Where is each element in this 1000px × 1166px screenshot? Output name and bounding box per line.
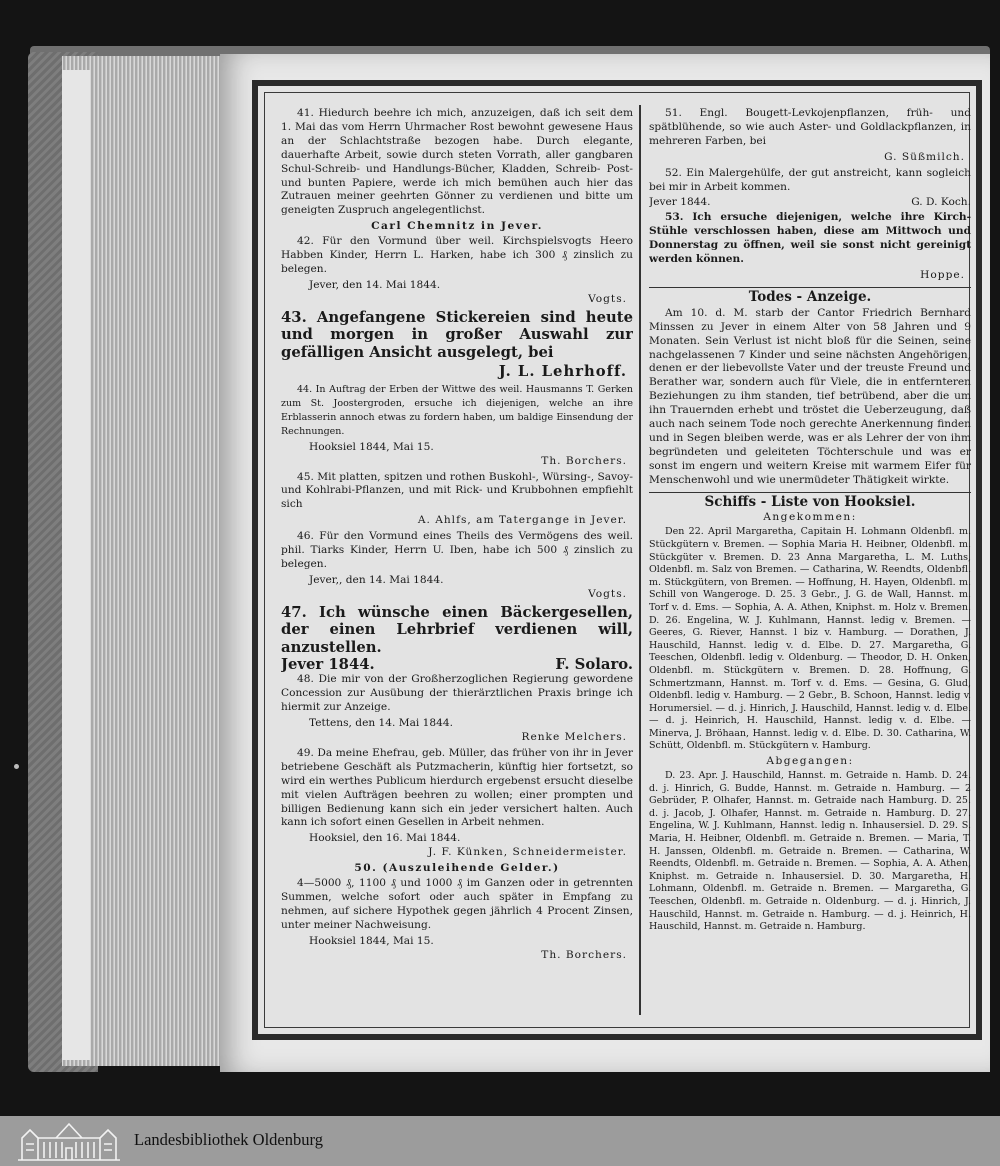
ad-47-footer bbox=[281, 658, 633, 672]
signature-49: J. F. Künken, Schneidermeister. bbox=[428, 846, 627, 859]
frame-inner-border bbox=[264, 92, 970, 1028]
ad-49: 49. Da meine Ehefrau, geb. Müller, das früher von ihr in Jever betriebene Geschäft als Putzmacherin, künftig hier fortsetzt, so wird ein werthes Publicum hierdurch ergebenst ersucht dieselbe mit vielen Aufträgen beehren zu wollen; einer prompten und billigen Bedienung kann sich ein jeder versichert halten. Auch kann ich sofort einen Gesellen in Arbeit nehmen. bbox=[281, 746, 633, 829]
signature-46: Vogts. bbox=[588, 587, 627, 600]
column-divider bbox=[639, 105, 641, 1015]
page-stack-edge bbox=[62, 70, 90, 1060]
schiffs-heading: Schiffs - Liste von Hooksiel. bbox=[704, 493, 916, 510]
ad-52-footer bbox=[649, 196, 971, 210]
date-44: Hooksiel 1844, Mai 15. bbox=[309, 440, 434, 453]
date-52: Jever 1844. bbox=[649, 196, 711, 209]
newspaper-frame bbox=[252, 80, 982, 1040]
date-50: Hooksiel 1844, Mai 15. bbox=[309, 934, 434, 947]
signature-43: J. L. Lehrhoff. bbox=[498, 363, 627, 381]
abgegangen-list: D. 23. Apr. J. Hauschild, Hannst. m. Getraide n. Hamb. D. 24. d. j. Hinrich, G. Budde, Hannst. m. Getraide n. Hamburg. — 2 Gebrüder, P. Olhafer, Hannst. m. Getraide nach Hamburg. D. 25. d. j. Jacob, J. Olhafer, Hannst. m. Getraide n. Hamburg. D. 27. Engelina, W. J. Kuhlmann, Hannst. ledig n. Inhausersiel. D. 29. S. Maria, H. Heibner, Oldenbfl. m. Getraide n. Bremen. — Maria, T. H. Janssen, Oldenbfl. m. Getraide n. Bremen. — Catharina, W. Reendts, Oldenbfl. m. Getraide n. Bremen. — Sophia, A. A. Athen, Kniphst. m. Getraide n. Inhausersiel. D. 30. Margaretha, H. Lohmann, Oldenbfl. m. Getraide n. Bremen. — Margaretha, G. Teeschen, Oldenbfl. m. Getraide n. Oldenburg. — d. j. Hinrich, J. Hauschild, Hannst. m. Getraide n. Hamburg. — d. j. Heinrich, H. Hauschild, Hannst. m. Getraide n. Hamburg. bbox=[649, 769, 971, 933]
signature-45: A. Ahlfs, am Tatergange in Jever. bbox=[417, 514, 627, 527]
signature-48: Renke Melchers. bbox=[521, 730, 627, 743]
ad-50: 4—5000 ₰, 1100 ₰ und 1000 ₰ im Ganzen oder in getrennten Summen, welche sofort oder auch später in Empfang zu nehmen, auf sichere Hypothek gegen jährlich 4 Procent Zinsen, unter meiner Nachweisung. bbox=[281, 877, 633, 931]
ad-43: 43. Angefangene Stickereien sind heute und morgen in großer Auswahl zur gefälligen Ansicht ausgelegt, bei bbox=[281, 308, 633, 361]
signature-51: G. Süßmilch. bbox=[884, 150, 965, 163]
ad-41: 41. Hiedurch beehre ich mich, anzuzeigen, daß ich seit dem 1. Mai das vom Herrn Uhrmacher Rost bewohnt gewesene Haus an der Schlachtstraße bezogen habe. Durch elegante, dauerhafte Arbeit, sowie durch steten Vorrath, aller gangbaren Schul-Schreib- und Handlungs-Bücher, Kladden, Schreib- Post- und bunten Papiere, werde ich mich bemühen auch hier das Zutrauen meiner geehrten Gönner zu verdienen und bitte um geneigten Zuspruch angelegentlichst. bbox=[281, 107, 633, 217]
todes-heading: Todes - Anzeige. bbox=[748, 288, 872, 305]
ad-46: 46. Für den Vormund eines Theils des Vermögens des weil. phil. Tiarks Kinder, Herrn U. Iben, habe ich 500 ₰ zinslich zu belegen. bbox=[281, 530, 633, 570]
library-name: Landesbibliothek Oldenburg bbox=[134, 1130, 323, 1149]
signature-44: Th. Borchers. bbox=[541, 454, 627, 467]
scan-dust bbox=[14, 764, 19, 769]
right-column bbox=[649, 107, 971, 1013]
abgegangen-heading: Abgegangen: bbox=[766, 755, 854, 768]
angekommen-heading: Angekommen: bbox=[763, 511, 857, 524]
ad-44: 44. In Auftrag der Erben der Wittwe des weil. Hausmanns T. Gerken zum St. Joostergroden, ersuche ich diejenigen, welche an ihre Erblasserin annoch etwas zu fordern haben, um baldige Einsendung der Rechnungen. bbox=[281, 384, 633, 437]
date-49: Hooksiel, den 16. Mai 1844. bbox=[309, 832, 461, 845]
signature-50: Th. Borchers. bbox=[541, 948, 627, 961]
todes-text: Am 10. d. M. starb der Cantor Friedrich Bernhard Minssen zu Jever in einem Alter von 58 Jahren und 9 Monaten. Sein Verlust ist nicht bloß für die Seinen, seine nachgelassenen 7 Kinder und seine nächsten Angehörigen, denen er der liebevollste Vater und der treuste Freund und Berather war, sondern auch für Viele, die in entfernteren Beziehungen zu ihm standen, tief betrübend, aber die um ihn Trauernden erhebt und tröstet die Ueberzeugung, daß auch nach seinem Tode noch gerechte Anerkennung finden und in Segen bleiben werde, was er als Lehrer der von ihm begründeten und geleiteten Töchterschule und was er sonst im engern und weitern Kreise mit warmem Eifer für Menschenwohl und wie unermüdeter Thätigkeit wirkte. bbox=[649, 306, 971, 486]
place-47: Jever 1844. bbox=[281, 656, 375, 674]
heading-50: 50. (Auszuleihende Gelder.) bbox=[354, 862, 560, 875]
date-46: Jever,, den 14. Mai 1844. bbox=[309, 573, 444, 586]
ad-45: 45. Mit platten, spitzen und rothen Buskohl-, Würsing-, Savoy- und Kohlrabi-Pflanzen, und mit Rick- und Krubbohnen empfiehlt sich bbox=[281, 470, 633, 511]
left-column bbox=[281, 107, 633, 1013]
signature-42: Vogts. bbox=[588, 292, 627, 305]
ad-48: 48. Die mir von der Großherzoglichen Regierung gewordene Concession zur Ausübung der thierärztlichen Praxis bringe ich hiermit zur Anzeige. bbox=[281, 673, 633, 714]
ad-52: 52. Ein Malergehülfe, der gut anstreicht, kann sogleich bei mir in Arbeit kommen. bbox=[649, 166, 971, 193]
ad-47: 47. Ich wünsche einen Bäckergesellen, der einen Lehrbrief verdienen will, anzustellen. bbox=[281, 603, 633, 656]
library-building-icon bbox=[16, 1120, 122, 1162]
signature-52: G. D. Koch. bbox=[911, 196, 971, 209]
signature-47: F. Solaro. bbox=[555, 656, 633, 674]
signature-53: Hoppe. bbox=[920, 268, 965, 281]
date-48: Tettens, den 14. Mai 1844. bbox=[309, 717, 453, 730]
angekommen-list: Den 22. April Margaretha, Capitain H. Lohmann Oldenbfl. m. Stückgütern v. Bremen. — Sophia Maria H. Heibner, Oldenbfl. m. Stückgüter v. Bremen. D. 23 Anna Margaretha, L. M. Luths, Oldenbfl. m. Salz von Bremen. — Catharina, W. Reendts, Oldenbfl. m. Stückgütern, von Bremen. — Hoffnung, H. Hayen, Oldenbfl. m. Schill von Wangeroge. D. 25. 3 Gebr., J. G. de Wall, Hannst. m. Torf v. d. Ems. — Sophia, A. A. Athen, Kniphst. m. Holz v. Bremen. D. 26. Engelina, W. J. Kuhlmann, Hannst. ledig v. Bremen. — Geeres, G. Riever, Hannst. l biz v. Hamburg. — Dorathen, J. Hauschild, Hannst. ledig v. d. Elbe. D. 27. Margaretha, G. Teeschen, Oldenbfl. ledig v. Oldenburg. — Theodor, D. H. Onken, Oldenbfl. m. Stückgütern v. Bremen. D. 28. Hoffnung, G. Schmertzmann, Hannst. m. Torf v. d. Ems. — Gesina, G. Glud, Oldenbfl. ledig v. Hamburg. — 2 Gebr., B. Schoon, Hannst. ledig v. Horumersiel. — d. j. Hinrich, J. Hauschild, Hannst. ledig v. d. Elbe. — d. j. Heinrich, H. Hauschild, Hannst. ledig v. d. Elbe. — Minerva, J. Bröhaan, Hannst. ledig v. d. Elbe. D. 30. Catharina, W. Schütt, Oldenbfl. m. Stückgütern v. Hamburg. bbox=[649, 526, 971, 752]
ad-42: 42. Für den Vormund über weil. Kirchspielsvogts Heero Habben Kinder, Herrn L. Harken, habe ich 300 ₰ zinslich zu belegen. bbox=[281, 235, 633, 275]
footer-bar bbox=[0, 1116, 1000, 1166]
ad-51: 51. Engl. Bougett-Levkojenpflanzen, früh- und spätblühende, so wie auch Aster- und Goldlackpflanzen, in mehreren Farben, bei bbox=[649, 107, 971, 147]
signature-41: Carl Chemnitz in Jever. bbox=[371, 220, 543, 233]
rule-schiffs bbox=[649, 492, 971, 493]
rule-todes bbox=[649, 287, 971, 288]
ad-53: 53. Ich ersuche diejenigen, welche ihre Kirch-Stühle verschlossen haben, diese am Mittwoch und Donnerstag zu öffnen, weil sie sonst nicht gereinigt werden können. bbox=[649, 211, 971, 266]
date-42: Jever, den 14. Mai 1844. bbox=[309, 278, 441, 291]
